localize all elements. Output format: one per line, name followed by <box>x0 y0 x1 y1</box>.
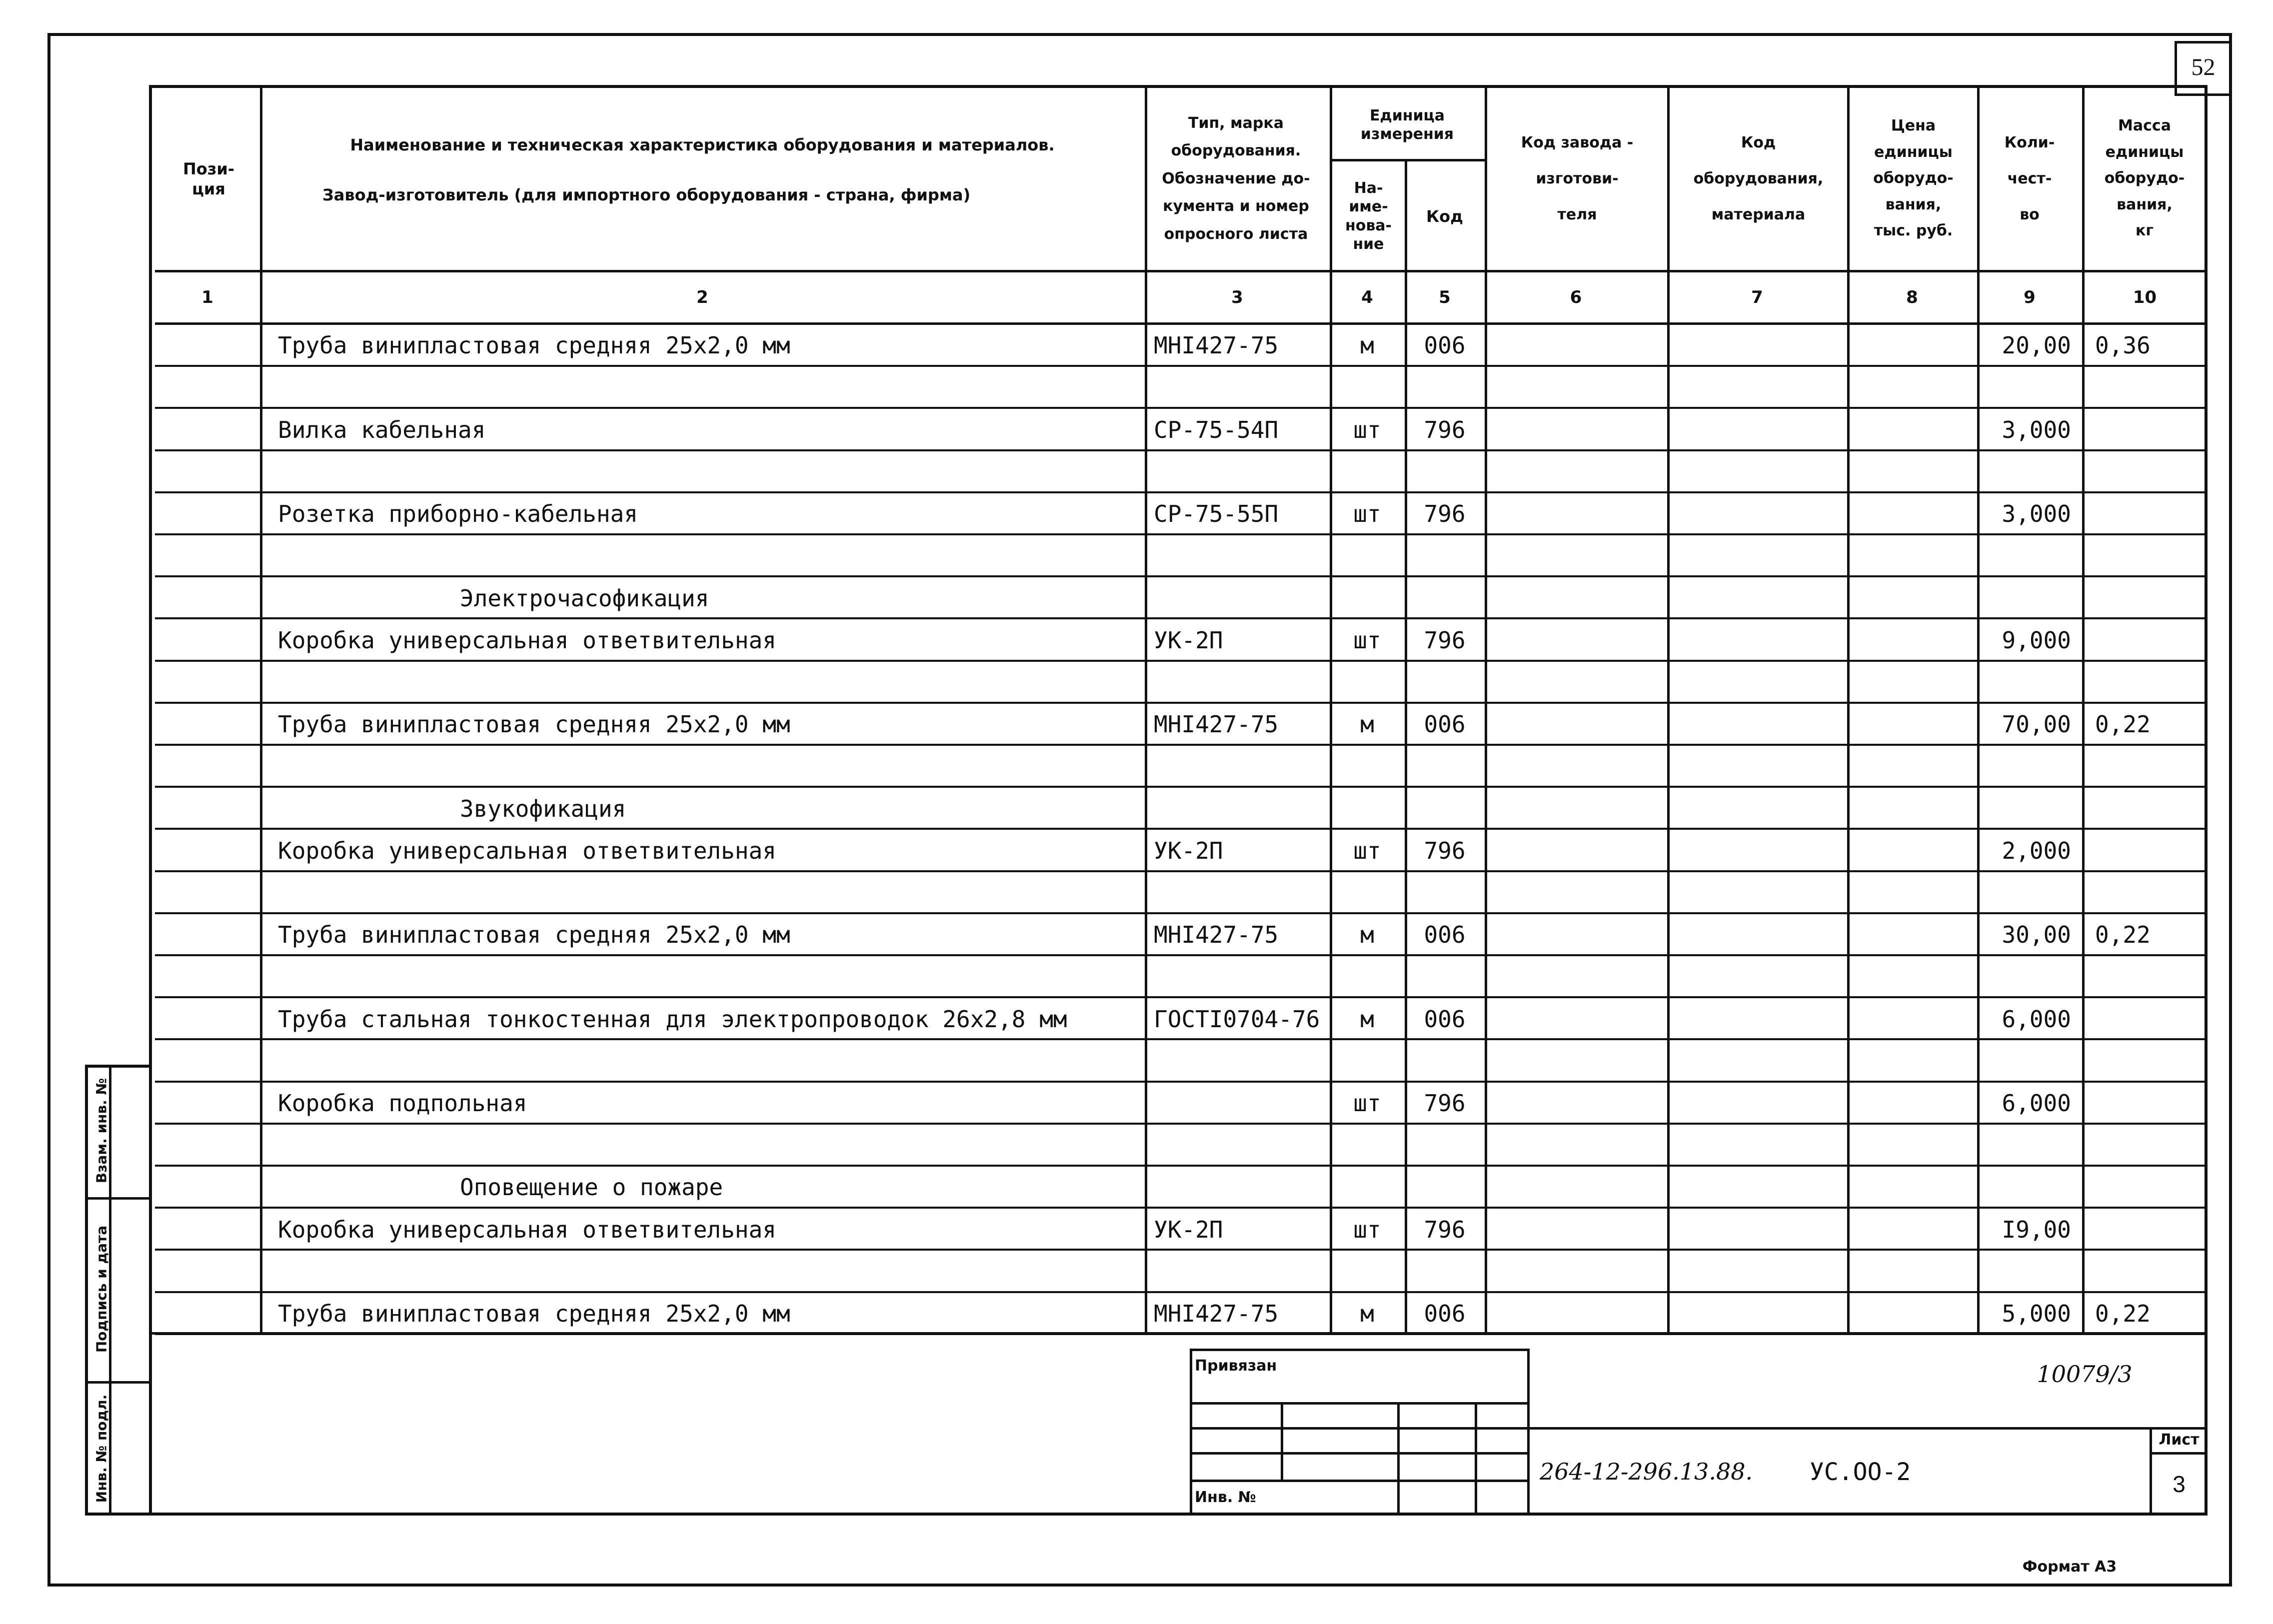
privyazan-label: Привязан <box>1195 1357 1277 1375</box>
item-mass <box>2082 746 2208 788</box>
item-name: Коробка универсальная ответвительная <box>278 626 776 654</box>
item-quantity: 5,000 <box>2002 1300 2071 1327</box>
doc-code: 264-12-296.13.88. <box>1540 1458 1753 1486</box>
item-type: МНI427-75 <box>1154 711 1279 738</box>
item-name: Труба стальная тонкостенная для электропроводок 26х2,8 мм <box>278 1005 1067 1033</box>
item-unit <box>1330 1040 1405 1082</box>
item-name: Коробка подпольная <box>278 1089 527 1117</box>
header-mass: Масса единицы оборудо- вания, кг <box>2104 117 2185 240</box>
item-mass: 0,22 <box>2095 711 2151 738</box>
item-mass <box>2082 619 2208 661</box>
format-label: Формат А3 <box>2022 1558 2117 1576</box>
page-number: 52 <box>2191 54 2216 80</box>
item-unit: шт <box>1353 1216 1381 1243</box>
item-type <box>1145 451 1330 493</box>
item-quantity <box>1977 577 2082 619</box>
item-mass <box>2082 1040 2208 1082</box>
privyazan-vline <box>1397 1402 1400 1516</box>
item-unit: шт <box>1353 500 1381 528</box>
item-name: Розетка приборно-кабельная <box>278 500 638 528</box>
item-quantity <box>1977 1125 2082 1167</box>
item-quantity: 70,00 <box>2002 711 2071 738</box>
item-type: УК-2П <box>1154 837 1223 864</box>
item-mass <box>2082 662 2208 704</box>
item-mass <box>2082 493 2208 535</box>
section-title: Электрочасофикация <box>460 584 709 612</box>
item-name <box>260 1251 1145 1293</box>
header-name-line2: Завод-изготовитель (для импортного оборудования - страна, фирма) <box>322 185 971 204</box>
doc-suffix: УС.ОО-2 <box>1810 1458 1911 1486</box>
item-unit-code <box>1405 1167 1485 1209</box>
item-quantity <box>1977 872 2082 914</box>
header-unit-name: На- име- нова- ние <box>1345 179 1392 253</box>
item-unit <box>1330 577 1405 619</box>
privyazan-divider <box>1190 1427 1530 1430</box>
item-unit <box>1330 788 1405 830</box>
item-type <box>1145 1251 1330 1293</box>
header-plant-code: Код завода - изготови- теля <box>1521 133 1634 223</box>
item-name <box>260 535 1145 577</box>
item-quantity <box>1977 1040 2082 1082</box>
item-unit: м <box>1360 921 1374 949</box>
item-unit-code <box>1405 1251 1485 1293</box>
table-bottom-line <box>149 1332 2208 1335</box>
item-type <box>1145 746 1330 788</box>
column-number: 1 <box>201 287 213 307</box>
item-name: Вилка кабельная <box>278 416 486 443</box>
item-quantity <box>1977 662 2082 704</box>
item-unit-code: 796 <box>1424 1216 1466 1243</box>
item-type <box>1145 662 1330 704</box>
item-mass <box>2082 788 2208 830</box>
item-mass <box>2082 451 2208 493</box>
item-unit-code: 006 <box>1424 921 1466 949</box>
column-number: 2 <box>696 287 708 307</box>
item-quantity <box>1977 1251 2082 1293</box>
column-number: 8 <box>1906 287 1918 307</box>
item-unit-code <box>1405 746 1485 788</box>
item-name: Труба винипластовая средняя 25х2,0 мм <box>278 921 790 949</box>
item-type: МНI427-75 <box>1154 1300 1279 1327</box>
privyazan-divider <box>1190 1402 1530 1405</box>
item-unit <box>1330 872 1405 914</box>
section-title: Звукофикация <box>460 795 626 822</box>
header-position: Пози- ция <box>182 159 235 198</box>
item-quantity <box>1977 367 2082 409</box>
item-quantity: 2,000 <box>2002 837 2071 864</box>
item-unit <box>1330 746 1405 788</box>
header-unit-code: Код <box>1426 206 1463 226</box>
item-mass <box>2082 409 2208 451</box>
item-unit-code <box>1405 956 1485 998</box>
inv-podl-label: Инв. № подл. <box>93 1394 109 1503</box>
item-unit-code <box>1405 535 1485 577</box>
item-mass <box>2082 535 2208 577</box>
item-unit-code <box>1405 367 1485 409</box>
item-type: ГОСТI0704-76 <box>1154 1005 1320 1033</box>
item-name: Коробка универсальная ответвительная <box>278 837 776 864</box>
item-unit-code: 006 <box>1424 1005 1466 1033</box>
item-mass: 0,36 <box>2095 332 2151 359</box>
item-mass <box>2082 1083 2208 1125</box>
item-unit: шт <box>1353 837 1381 864</box>
item-name <box>260 451 1145 493</box>
item-mass <box>2082 872 2208 914</box>
item-quantity: 9,000 <box>2002 626 2071 654</box>
privyazan-divider <box>1190 1452 1530 1455</box>
item-unit: м <box>1360 1005 1374 1033</box>
item-type: УК-2П <box>1154 626 1223 654</box>
item-quantity: 20,00 <box>2002 332 2071 359</box>
column-number: 10 <box>2133 287 2157 307</box>
item-unit-code <box>1405 662 1485 704</box>
header-quantity: Коли- чест- во <box>2004 133 2055 223</box>
item-unit-code <box>1405 1040 1485 1082</box>
privyazan-vline <box>1475 1402 1477 1516</box>
item-mass <box>2082 367 2208 409</box>
item-quantity <box>1977 788 2082 830</box>
header-name-line1: Наименование и техническая характеристика оборудования и материалов. <box>350 135 1055 154</box>
item-type: МНI427-75 <box>1154 332 1279 359</box>
item-unit: м <box>1360 711 1374 738</box>
item-name <box>260 746 1145 788</box>
item-quantity: 3,000 <box>2002 500 2071 528</box>
item-type <box>1145 1040 1330 1082</box>
item-name <box>260 1125 1145 1167</box>
item-unit-code: 796 <box>1424 500 1466 528</box>
item-quantity: 6,000 <box>2002 1005 2071 1033</box>
item-unit: шт <box>1353 1089 1381 1117</box>
item-unit: м <box>1360 1300 1374 1327</box>
column-number: 3 <box>1231 287 1243 307</box>
item-type: СР-75-54П <box>1154 416 1279 443</box>
item-unit-code <box>1405 1125 1485 1167</box>
item-type <box>1145 872 1330 914</box>
item-type <box>1145 1167 1330 1209</box>
item-name: Труба винипластовая средняя 25х2,0 мм <box>278 1300 790 1327</box>
privyazan-vline <box>1281 1402 1283 1480</box>
item-type <box>1145 367 1330 409</box>
column-divider <box>1485 85 1487 1332</box>
item-name <box>260 872 1145 914</box>
item-unit <box>1330 535 1405 577</box>
item-mass <box>2082 1167 2208 1209</box>
header-equipment-code: Код оборудования, материала <box>1693 133 1824 223</box>
inv-vzam-label: Взам. инв. № <box>93 1078 109 1184</box>
signature-date-label: Подпись и дата <box>93 1225 109 1353</box>
item-unit <box>1330 1167 1405 1209</box>
item-type <box>1145 577 1330 619</box>
item-name <box>260 367 1145 409</box>
privyazan-divider <box>1190 1480 1530 1482</box>
item-unit-code: 006 <box>1424 711 1466 738</box>
item-unit-code <box>1405 872 1485 914</box>
item-mass <box>2082 1209 2208 1251</box>
item-mass <box>2082 830 2208 872</box>
item-mass <box>2082 998 2208 1040</box>
item-type: СР-75-55П <box>1154 500 1279 528</box>
item-unit <box>1330 1125 1405 1167</box>
item-mass <box>2082 1125 2208 1167</box>
item-name: Труба винипластовая средняя 25х2,0 мм <box>278 711 790 738</box>
item-unit <box>1330 451 1405 493</box>
item-unit <box>1330 1251 1405 1293</box>
header-price: Цена единицы оборудо- вания, тыс. руб. <box>1873 117 1954 240</box>
column-number: 4 <box>1361 287 1373 307</box>
column-number: 6 <box>1570 287 1582 307</box>
item-type: МНI427-75 <box>1154 921 1279 949</box>
item-unit <box>1330 367 1405 409</box>
item-quantity: 6,000 <box>2002 1089 2071 1117</box>
column-divider <box>1667 85 1670 1332</box>
item-type: УК-2П <box>1154 1216 1223 1243</box>
item-unit-code <box>1405 788 1485 830</box>
item-unit-code: 796 <box>1424 416 1466 443</box>
item-quantity <box>1977 956 2082 998</box>
column-divider <box>1847 85 1850 1332</box>
header-type: Тип, марка оборудования. Обозначение до- кумента и номер опросного листа <box>1162 114 1310 243</box>
header-unit-group: Единица измерения <box>1360 106 1454 143</box>
item-unit-code: 006 <box>1424 1300 1466 1327</box>
item-quantity: 3,000 <box>2002 416 2071 443</box>
item-unit-code <box>1405 577 1485 619</box>
sheet-cell-divider <box>2150 1452 2208 1455</box>
column-number: 5 <box>1439 287 1451 307</box>
item-unit <box>1330 662 1405 704</box>
item-type <box>1145 788 1330 830</box>
item-unit-code: 796 <box>1424 1089 1466 1117</box>
item-unit-code: 796 <box>1424 626 1466 654</box>
item-unit <box>1330 956 1405 998</box>
column-number: 9 <box>2024 287 2036 307</box>
item-unit-code: 796 <box>1424 837 1466 864</box>
item-quantity <box>1977 451 2082 493</box>
item-unit-code <box>1405 451 1485 493</box>
item-mass: 0,22 <box>2095 921 2151 949</box>
item-quantity: 30,00 <box>2002 921 2071 949</box>
item-name: Коробка универсальная ответвительная <box>278 1216 776 1243</box>
sheet-label: Лист <box>2159 1431 2200 1449</box>
item-unit: шт <box>1353 416 1381 443</box>
column-number: 7 <box>1751 287 1763 307</box>
item-name <box>260 956 1145 998</box>
item-type <box>1145 535 1330 577</box>
item-mass <box>2082 956 2208 998</box>
unit-group-divider <box>1330 159 1485 161</box>
item-mass: 0,22 <box>2095 1300 2151 1327</box>
item-unit: м <box>1360 332 1374 359</box>
item-mass <box>2082 1251 2208 1293</box>
item-name <box>260 1040 1145 1082</box>
stamp-top-line <box>1530 1427 2208 1430</box>
sheet-number: 3 <box>2173 1471 2186 1497</box>
handwritten-number: 10079/3 <box>2037 1361 2133 1388</box>
item-unit: шт <box>1353 626 1381 654</box>
item-quantity <box>1977 1167 2082 1209</box>
item-name <box>260 662 1145 704</box>
item-quantity <box>1977 535 2082 577</box>
item-type <box>1145 1125 1330 1167</box>
section-title: Оповещение о пожаре <box>460 1174 723 1201</box>
item-mass <box>2082 577 2208 619</box>
item-unit-code: 006 <box>1424 332 1466 359</box>
item-name: Труба винипластовая средняя 25х2,0 мм <box>278 332 790 359</box>
item-quantity: I9,00 <box>2002 1216 2071 1243</box>
item-type <box>1145 956 1330 998</box>
inv-no-label: Инв. № <box>1195 1488 1256 1506</box>
item-quantity <box>1977 746 2082 788</box>
item-type <box>1145 1083 1330 1125</box>
